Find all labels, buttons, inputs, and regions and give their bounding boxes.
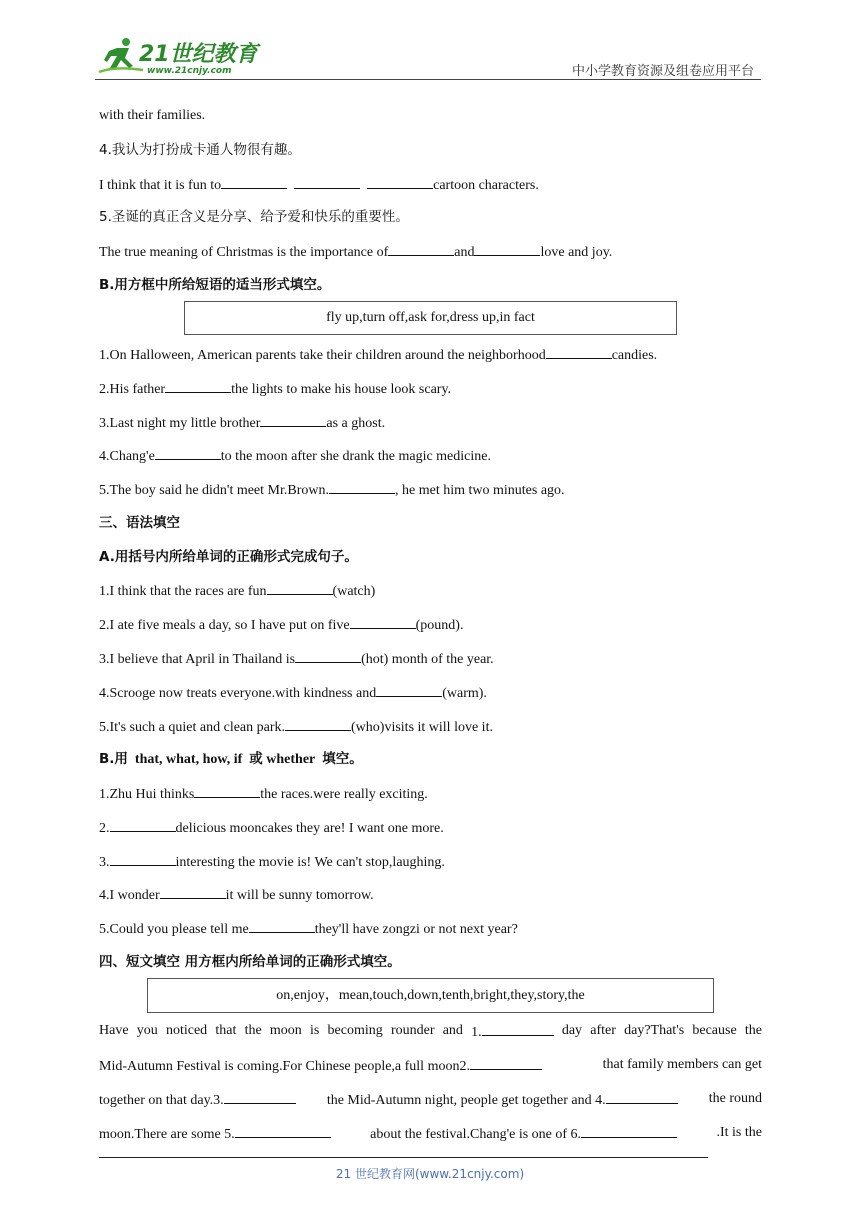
text-line: 2.His father the lights to make his house look scary. (99, 379, 451, 399)
blank (160, 885, 226, 899)
passage-word: Have (99, 1023, 129, 1038)
blank (376, 683, 442, 697)
text-line: 3. interesting the movie is! We can't stop,laughing. (99, 852, 445, 872)
runner-icon (99, 38, 143, 72)
section-heading: 四、短文填空 用方框内所给单词的正确形式填空。 (99, 954, 401, 970)
blank (329, 480, 395, 494)
blank (110, 818, 176, 832)
blank (194, 784, 260, 798)
passage-word: after (590, 1023, 616, 1038)
header-platform-text: 中小学教育资源及组卷应用平台 (571, 64, 754, 79)
blank (235, 1124, 331, 1138)
blank (165, 379, 231, 393)
text-line: 4.Chang'e to the moon after she drank the magic medicine. (99, 446, 491, 466)
passage-word: day (561, 1023, 583, 1038)
passage-word: the (244, 1023, 262, 1038)
section-heading: B.用 that, what, how, if 或 whether 填空。 (99, 751, 363, 767)
text-line: I think that it is fun to cartoon characters. (99, 175, 539, 195)
page-header (95, 32, 760, 80)
footer-divider (99, 1157, 708, 1158)
blank (482, 1022, 554, 1036)
passage-word: that (215, 1023, 237, 1038)
svg-text:21世纪教育: 21世纪教育 (139, 42, 258, 67)
passage-word: is (309, 1023, 320, 1038)
text-line: with their families. (99, 108, 206, 123)
text-line: 3.I believe that April in Thailand is (hot) month of the year. (99, 649, 494, 669)
text-line: 5.圣诞的真正含义是分享、给予爱和快乐的重要性。 (99, 209, 409, 225)
passage-word: moon (269, 1023, 302, 1038)
blank (155, 446, 221, 460)
word-box: fly up,turn off,ask for,dress up,in fact (184, 301, 677, 335)
passage-line (99, 1022, 762, 1042)
blank (110, 852, 176, 866)
blank (295, 649, 361, 663)
text-line: 4.I wonder it will be sunny tomorrow. (99, 885, 374, 905)
blank (267, 581, 333, 595)
footer-text: 21 世纪教育网(www.21cnjy.com) (335, 1167, 525, 1181)
text-line: 1.I think that the races are fun (watch) (99, 581, 375, 601)
section-heading: A.用括号内所给单词的正确形式完成句子。 (99, 549, 358, 565)
blank (606, 1090, 678, 1104)
blank (350, 615, 416, 629)
passage-line: together on that day.3. the Mid-Autumn night, people get together and 4. the round (99, 1091, 762, 1108)
blank (474, 242, 540, 256)
word-box: on,enjoy，mean,touch,down,tenth,bright,they,story,the (147, 978, 714, 1013)
blank (260, 413, 326, 427)
passage-word: you (136, 1023, 158, 1038)
passage-word: rounder (390, 1023, 435, 1038)
text-line: 1.On Halloween, American parents take their children around the neighborhood candies. (99, 345, 657, 365)
passage-word: day?That's (624, 1023, 685, 1038)
passage-word: 1. (471, 1022, 554, 1042)
passage-word: becoming (327, 1023, 383, 1038)
passage-word: because (692, 1023, 737, 1038)
blank (546, 345, 612, 359)
text-line: The true meaning of Christmas is the importance of and love and joy. (99, 242, 612, 262)
blank (581, 1124, 677, 1138)
svg-text:www.21cnjy.com: www.21cnjy.com (147, 66, 232, 76)
passage-line: moon.There are some 5. about the festival.Chang'e is one of 6. .It is the (99, 1125, 762, 1142)
blank (294, 175, 360, 189)
text-line: 5.Could you please tell me they'll have zongzi or not next year? (99, 919, 518, 939)
passage-word: the (744, 1023, 762, 1038)
blank (221, 175, 287, 189)
blank (470, 1056, 542, 1070)
site-logo (95, 36, 265, 76)
passage-line: Mid-Autumn Festival is coming.For Chinese people,a full moon2. that family members can get (99, 1057, 762, 1074)
blank (388, 242, 454, 256)
text-line: 4.Scrooge now treats everyone.with kindness and (warm). (99, 683, 487, 703)
text-line: 1.Zhu Hui thinks the races.were really exciting. (99, 784, 428, 804)
blank (367, 175, 433, 189)
blank (249, 919, 315, 933)
text-line: 3.Last night my little brother as a ghost. (99, 413, 385, 433)
text-line: 2.I ate five meals a day, so I have put on five (pound). (99, 615, 463, 635)
blank (224, 1090, 296, 1104)
blank (285, 717, 351, 731)
section-heading: B.用方框中所给短语的适当形式填空。 (99, 277, 331, 293)
text-line: 2. delicious mooncakes they are! I want one more. (99, 818, 444, 838)
text-line: 5.It's such a quiet and clean park. (who)visits it will love it. (99, 717, 493, 737)
passage-word: noticed (165, 1023, 208, 1038)
passage-word: and (442, 1023, 463, 1038)
text-line: 5.The boy said he didn't meet Mr.Brown. , he met him two minutes ago. (99, 480, 565, 500)
section-heading: 三、语法填空 (99, 515, 180, 531)
header-divider (95, 79, 761, 80)
text-line: 4.我认为打扮成卡通人物很有趣。 (99, 142, 301, 158)
